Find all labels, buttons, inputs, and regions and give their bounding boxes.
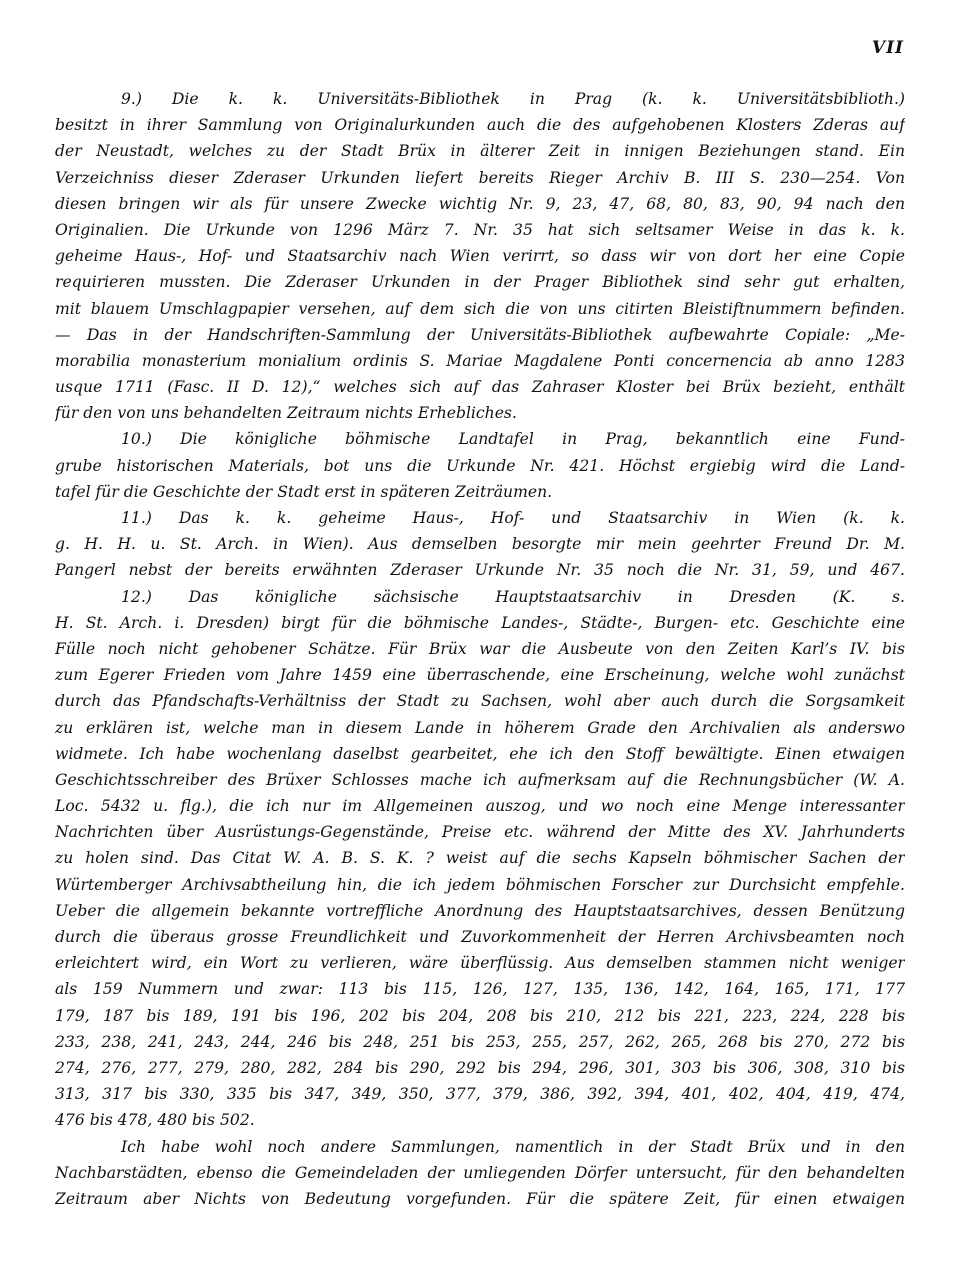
text-line: durch die überaus grosse Freundlichkeit und Zuvorkommenheit der Herren Archivsbeamten noch <box>55 928 905 946</box>
text-line: 179, 187 bis 189, 191 bis 196, 202 bis 204, 208 bis 210, 212 bis 221, 223, 224, 228 bis <box>55 1006 905 1025</box>
text-line: Originalien. Die Urkunde von 1296 März 7. Nr. 35 hat sich seltsamer Weise in das k. k. <box>55 220 905 239</box>
text-line: 313, 317 bis 330, 335 bis 347, 349, 350, 377, 379, 386, 392, 394, 401, 402, 404, 419, 474, <box>55 1085 905 1104</box>
text-line: zu holen sind. Das Citat W. A. B. S. K. ? weist auf die sechs Kapseln böhmischer Sachen der <box>55 849 905 868</box>
text-line: 233, 238, 241, 243, 244, 246 bis 248, 251 bis 253, 255, 257, 262, 265, 268 bis 270, 272 bis <box>55 1032 905 1051</box>
text-line: Loc. 5432 u. flg.), die ich nur im Allgemeinen auszog, und wo noch eine Menge interessanter <box>55 797 905 816</box>
text-line: für den von uns behandelten Zeitraum nichts Erhebliches. <box>55 404 517 423</box>
text-line: H. St. Arch. i. Dresden) birgt für die böhmische Landes-, Städte-, Burgen- etc. Geschichte eine <box>55 613 905 632</box>
text-line: Pangerl nebst der bereits erwähnten Zderaser Urkunde Nr. 35 noch die Nr. 31, 59, und 467. <box>55 561 905 580</box>
text-line: Würtemberger Archivsabtheilung hin, die ich jedem böhmischen Forscher zur Durchsicht empfehle. <box>55 875 905 894</box>
text-line: Nachbarstädten, ebenso die Gemeindeladen der umliegenden Dörfer untersucht, für den behandelten <box>55 1163 905 1182</box>
text-line: tafel für die Geschichte der Stadt erst in späteren Zeiträumen. <box>55 482 553 501</box>
text-line: requirieren mussten. Die Zderaser Urkunden in der Prager Bibliothek sind sehr gut erhalten, <box>55 273 905 292</box>
text-line: 10.) Die königliche böhmische Landtafel in Prag, bekanntlich eine Fund- <box>121 430 905 449</box>
text-line: 12.) Das königliche sächsische Hauptstaatsarchiv in Dresden (K. s. <box>121 587 905 606</box>
text-line: grube historischen Materials, bot uns die Urkunde Nr. 421. Höchst ergiebig wird die Land- <box>55 456 905 475</box>
text-line: — Das in der Handschriften-Sammlung der Universitäts-Bibliothek aufbewahrte Copiale: „Me- <box>55 325 905 344</box>
text-line: erleichtert wird, ein Wort zu verlieren, wäre überflüssig. Aus demselben stammen nicht weniger <box>55 954 905 973</box>
text-line: zum Egerer Frieden vom Jahre 1459 eine überraschende, eine Erscheinung, welche wohl zunächst <box>55 666 905 685</box>
text-line: Verzeichniss dieser Zderaser Urkunden liefert bereits Rieger Archiv B. III S. 230—254. Von <box>55 168 905 187</box>
text-line: usque 1711 (Fasc. II D. 12),“ welches sich auf das Zahraser Kloster bei Brüx bezieht, enthält <box>55 378 905 397</box>
text-line: Nachrichten über Ausrüstungs-Gegenstände, Preise etc. während der Mitte des XV. Jahrhunderts <box>55 823 905 842</box>
text-line: Geschichtsschreiber des Brüxer Schlosses mache ich aufmerksam auf die Rechnungsbücher (W. A. <box>55 770 905 789</box>
text-line: der Neustadt, welches zu der Stadt Brüx in älterer Zeit in innigen Beziehungen stand. Ein <box>55 142 905 161</box>
text-line: mit blauem Umschlagpapier versehen, auf dem sich die von uns citirten Bleistiftnummern befinden. <box>55 299 905 318</box>
text-line: zu erklären ist, welche man in diesem Lande in höherem Grade den Archivalien als anderswo <box>55 718 905 737</box>
body-text <box>55 86 905 1212</box>
text-line: 274, 276, 277, 279, 280, 282, 284 bis 290, 292 bis 294, 296, 301, 303 bis 306, 308, 310 bis <box>55 1058 905 1077</box>
text-line: Ueber die allgemein bekannte vortreffliche Anordnung des Hauptstaatsarchives, dessen Benützung <box>55 901 905 920</box>
text-line: Fülle noch nicht gehobener Schätze. Für Brüx war die Ausbeute von den Zeiten Karl’s IV. bis <box>55 639 905 658</box>
page-number: VII <box>871 38 904 58</box>
text-line: diesen bringen wir als für unsere Zwecke wichtig Nr. 9, 23, 47, 68, 80, 83, 90, 94 nach den <box>55 194 905 213</box>
text-line: besitzt in ihrer Sammlung von Originalurkunden auch die des aufgehobenen Klosters Zderas auf <box>55 116 905 135</box>
text-line: 9.) Die k. k. Universitäts-Bibliothek in Prag (k. k. Universitätsbiblioth.) <box>121 90 905 108</box>
text-line: 11.) Das k. k. geheime Haus-, Hof- und Staatsarchiv in Wien (k. k. <box>121 509 905 527</box>
text-line: durch das Pfandschafts-Verhältniss der Stadt zu Sachsen, wohl aber auch durch die Sorgsamkeit <box>55 692 905 711</box>
text-line: geheime Haus-, Hof- und Staatsarchiv nach Wien verirrt, so dass wir von dort her eine Copie <box>55 247 905 266</box>
text-line: g. H. H. u. St. Arch. in Wien). Aus demselben besorgte mir mein geehrter Freund Dr. M. <box>55 535 905 554</box>
text-line: Ich habe wohl noch andere Sammlungen, namentlich in der Stadt Brüx und in den <box>121 1137 905 1156</box>
text-line: 476 bis 478, 480 bis 502. <box>55 1111 255 1130</box>
text-line: morabilia monasterium monialium ordinis S. Mariae Magdalene Ponti concernencia ab anno 1283 <box>55 351 905 370</box>
text-line: Zeitraum aber Nichts von Bedeutung vorgefunden. Für die spätere Zeit, für einen etwaigen <box>55 1189 905 1208</box>
text-line: als 159 Nummern und zwar: 113 bis 115, 126, 127, 135, 136, 142, 164, 165, 171, 177 <box>55 980 905 999</box>
text-line: widmete. Ich habe wochenlang daselbst gearbeitet, ehe ich den Stoff bewältigte. Einen etwaigen <box>55 744 905 763</box>
